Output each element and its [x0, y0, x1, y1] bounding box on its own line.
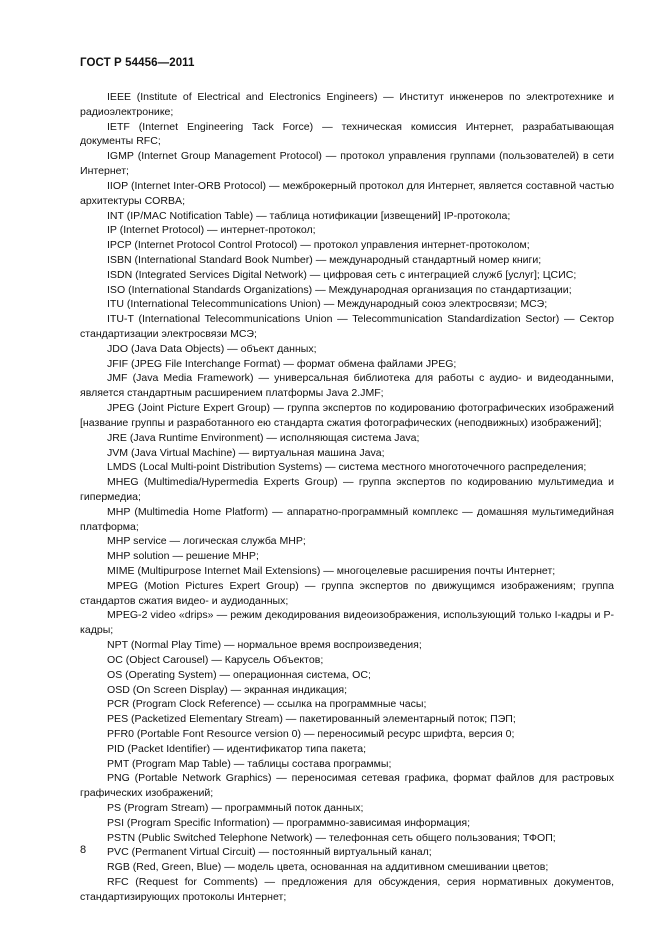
abbreviation-entry: IPCP (Internet Protocol Control Protocol) — протокол управления интернет-протоколом; [107, 239, 530, 252]
abbreviation-entry: ITU (International Telecommunications Union) — Международный союз электросвязи; МСЭ; [107, 298, 548, 311]
standard-header: ГОСТ Р 54456—2011 [80, 57, 195, 69]
abbreviation-entry: PID (Packet Identifier) — идентификатор типа пакета; [107, 742, 367, 755]
abbreviation-entry: PS (Program Stream) — программный поток данных; [107, 802, 364, 814]
abbreviation-entry: LMDS (Local Multi-point Distribution Systems) — система местного многоточечного распределения; [107, 461, 587, 474]
abbreviation-entry: IIOP (Internet Inter-ORB Protocol) — межброкерный протокол для Интернет, является составной частью архитектуры CORBA; [80, 179, 614, 207]
abbreviation-entry: ISDN (Integrated Services Digital Network) — цифровая сеть с интеграцией служб [услуг]; ЦСИС; [107, 268, 577, 281]
abbreviation-entry: MHP solution — решение MHP; [107, 550, 259, 563]
abbreviation-entry: PMT (Program Map Table) — таблицы состава программы; [107, 757, 392, 770]
abbreviation-entry: INT (IP/MAC Notification Table) — таблица нотификации [извещений] IP-протокола; [107, 209, 511, 222]
abbreviation-entry: JVM (Java Virtual Machine) — виртуальная машина Java; [107, 446, 385, 459]
abbreviation-entry: IP (Internet Protocol) — интернет-протокол; [107, 224, 316, 237]
abbreviation-entry: PVC (Permanent Virtual Circuit) — постоянный виртуальный канал; [107, 846, 432, 859]
abbreviation-entry: PSI (Program Specific Information) — программно-зависимая информация; [107, 816, 471, 829]
abbreviation-entry: JDO (Java Data Objects) — объект данных; [107, 342, 317, 355]
abbreviation-entry: RFC (Request for Comments) — предложения для обсуждения, серия нормативных документов, стандартизирующих протоколы Интернет; [80, 876, 614, 903]
abbreviation-entry: IETF (Internet Engineering Tack Force) — техническая комиссия Интернет, разрабатывающая документы RFC; [80, 120, 614, 148]
abbreviation-entry: MPEG (Motion Pictures Expert Group) — группа экспертов по движущимся изображениям; группа стандартов сжатия видео- и аудиоданных; [80, 579, 614, 607]
abbreviation-entry: JRE (Java Runtime Environment) — исполняющая система Java; [107, 431, 420, 444]
abbreviation-entry: MHP service — логическая служба MHP; [107, 535, 306, 548]
abbreviation-entry: PCR (Program Clock Reference) — ссылка на программные часы; [107, 698, 427, 711]
abbreviation-entry: JMF (Java Media Framework) — универсальная библиотека для работы с аудио- и видеоданными, является стандартным расширением платформы Java 2.JMF; [80, 372, 614, 400]
abbreviation-entry: OS (Operating System) — операционная система, ОС; [107, 668, 371, 681]
abbreviation-entry: MHP (Multimedia Home Platform) — аппаратно-программный комплекс — домашняя мультимедийная платформа; [80, 505, 614, 533]
abbreviation-entry: IEEE (Institute of Electrical and Electronics Engineers) — Институт инженеров по электротехнике и радиоэлектронике; [80, 91, 614, 118]
abbreviation-entry: PFR0 (Portable Font Resource version 0) — переносимый ресурс шрифта, версия 0; [107, 727, 515, 740]
page-number: 8 [80, 844, 87, 856]
abbreviation-entry: OC (Object Carousel) — Карусель Объектов; [107, 653, 324, 666]
abbreviation-entry: ISBN (International Standard Book Number) — международный стандартный номер книги; [107, 253, 542, 266]
abbreviation-entry: ITU-T (International Telecommunications Union — Telecommunication Standardization Sector) — Сектор стандартизации электросвязи МСЭ; [80, 313, 614, 340]
abbreviation-entry: NPT (Normal Play Time) — нормальное время воспроизведения; [107, 639, 422, 652]
abbreviation-entry: JPEG (Joint Picture Expert Group) — группа экспертов по кодированию фотографических изображений [название группы и разработанного ею стандарта сжатия фотографических (неподвижных) изображений]; [80, 402, 614, 429]
abbreviation-entry: MPEG-2 video «drips» — режим декодирования видеоизображения, использующий только I-кадры и P-кадры; [80, 609, 614, 637]
abbreviation-entry: IGMP (Internet Group Management Protocol) — протокол управления группами (пользователей) в сети Интернет; [80, 150, 614, 178]
abbreviation-entry: PES (Packetized Elementary Stream) — пакетированный элементарный поток; ПЭП; [107, 713, 516, 726]
abbreviation-entry: MIME (Multipurpose Internet Mail Extensions) — многоцелевые расширения почты Интернет; [107, 565, 556, 577]
abbreviation-entry: JFIF (JPEG File Interchange Format) — формат обмена файлами JPEG; [107, 357, 457, 370]
abbreviation-entry: RGB (Red, Green, Blue) — модель цвета, основанная на аддитивном смешивании цветов; [107, 861, 549, 874]
abbreviation-entry: PSTN (Public Switched Telephone Network) — телефонная сеть общего пользования; ТФОП; [107, 831, 556, 844]
abbreviation-entry: OSD (On Screen Display) — экранная индикация; [107, 683, 348, 696]
abbreviation-entry: ISO (International Standards Organizations) — Международная организация по стандартизации; [107, 283, 572, 296]
abbreviation-entry: PNG (Portable Network Graphics) — переносимая сетевая графика, формат файлов для растровых графических изображений; [80, 772, 614, 800]
abbreviation-list [80, 90, 614, 905]
abbreviation-entry: MHEG (Multimedia/Hypermedia Experts Group) — группа экспертов по кодированию мультимедиа и гипермедиа; [80, 476, 614, 503]
